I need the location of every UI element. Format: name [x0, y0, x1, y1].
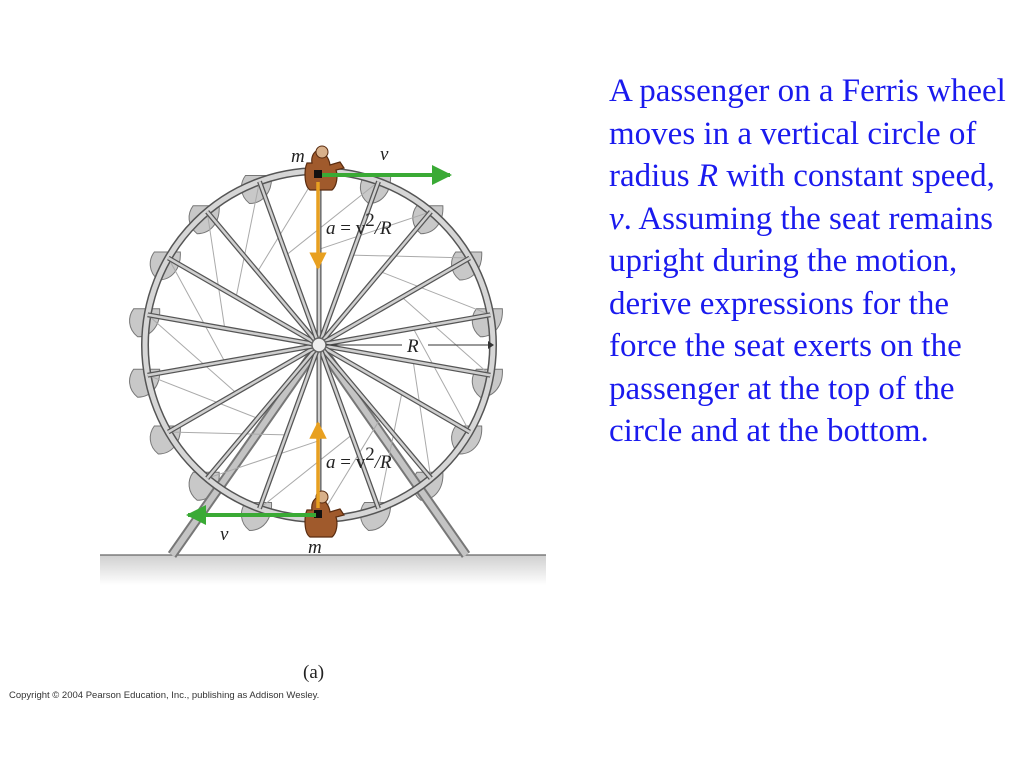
radius-label: R: [407, 336, 419, 357]
radius-symbol: R: [697, 158, 719, 194]
copyright-notice: Copyright © 2004 Pearson Education, Inc., publishing as Addison Wesley.: [9, 690, 320, 701]
spoke: [319, 345, 379, 509]
mass-label-bottom: m: [308, 537, 322, 558]
panel-label: (a): [303, 662, 325, 683]
acceleration-label-bottom: a = v2/R: [326, 444, 392, 473]
gondola-top: [305, 146, 344, 190]
ground: [100, 555, 546, 585]
spoke: [319, 181, 379, 345]
spoke: [207, 345, 319, 478]
spoke: [259, 345, 319, 509]
wheel-hub: [312, 338, 326, 352]
brace: [168, 432, 286, 435]
brace: [352, 255, 470, 258]
acceleration-label-top: a = v2/R: [326, 210, 392, 239]
speed-symbol: v: [609, 200, 624, 237]
velocity-label-top: v: [380, 144, 389, 165]
velocity-label-bottom: v: [220, 524, 229, 545]
mass-label-top: m: [291, 146, 305, 167]
problem-statement: A passenger on a Ferris wheel moves in a vertical circle of radius R with constant speed, v. Assuming the seat remains upright during the motion, derive expressions for the force the seat exerts on the passenger at the top of the circle and at the bottom.: [609, 73, 1006, 449]
spoke: [259, 181, 319, 345]
